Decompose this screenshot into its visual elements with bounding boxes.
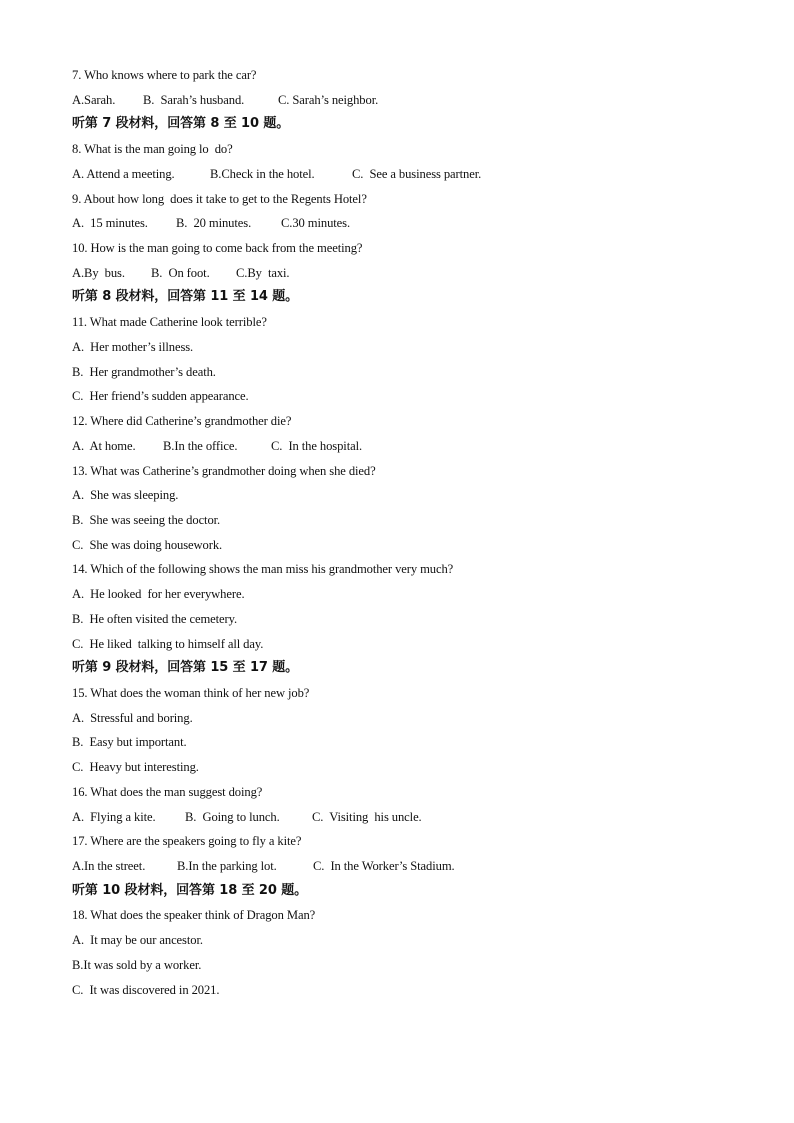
section-heading: 听第 7 段材料，回答第 8 至 10 题。 [72, 116, 290, 132]
question-text: 10. How is the man going to come back from the meeting? [72, 241, 363, 256]
answer-option: B. She was seeing the doctor. [72, 512, 221, 527]
answer-option: A. Stressful and boring. [72, 710, 193, 725]
section-heading: 听第 9 段材料，回答第 15 至 17 题。 [72, 660, 299, 676]
answer-option: B. Sarah’s husband. [143, 92, 245, 107]
answer-option: B. Her grandmother’s death. [72, 364, 216, 379]
answer-option: B. On foot. [151, 265, 210, 280]
question-text: 13. What was Catherine’s grandmother doing when she died? [72, 463, 376, 478]
question-text: 14. Which of the following shows the man miss his grandmother very much? [72, 562, 454, 577]
question-text: 16. What does the man suggest doing? [72, 784, 263, 799]
answer-option: B. Going to lunch. [185, 809, 280, 824]
answer-option: C. Heavy but interesting. [72, 760, 199, 775]
question-text: 11. What made Catherine look terrible? [72, 315, 267, 330]
question-text: 12. Where did Catherine’s grandmother die? [72, 414, 292, 429]
question-text: 15. What does the woman think of her new job? [72, 685, 310, 700]
question-text: 9. About how long does it take to get to the Regents Hotel? [72, 191, 367, 206]
answer-option: B.It was sold by a worker. [72, 957, 202, 972]
answer-option: C.30 minutes. [281, 216, 351, 231]
answer-option: C. He liked talking to himself all day. [72, 636, 264, 651]
question-text: 7. Who knows where to park the car? [72, 68, 257, 82]
answer-option: C. Visiting his uncle. [312, 809, 422, 824]
option-row [72, 434, 732, 459]
question-text: 8. What is the man going lo do? [72, 142, 233, 157]
option-row [72, 162, 732, 187]
answer-option: A. It may be our ancestor. [72, 933, 203, 948]
option-row [72, 854, 732, 879]
answer-option: A. At home. [72, 438, 136, 453]
section-heading: 听第 10 段材料，回答第 18 至 20 题。 [72, 882, 308, 898]
answer-option: A. Flying a kite. [72, 809, 156, 824]
answer-option: C. She was doing housework. [72, 537, 223, 552]
option-row [72, 211, 732, 236]
answer-option: C. Sarah’s neighbor. [278, 92, 379, 107]
answer-option: B.In the parking lot. [177, 859, 277, 873]
answer-option: A.Sarah. [72, 92, 116, 107]
answer-option: A. Her mother’s illness. [72, 339, 194, 354]
answer-option: C. It was discovered in 2021. [72, 982, 220, 997]
answer-option: C. Her friend’s sudden appearance. [72, 389, 249, 404]
answer-option: B. Easy but important. [72, 735, 187, 750]
answer-option: B.In the office. [163, 438, 238, 453]
option-row [72, 261, 732, 286]
answer-option: C. In the Worker’s Stadium. [313, 859, 455, 873]
answer-option: C. See a business partner. [352, 166, 482, 181]
answer-option: A. He looked for her everywhere. [72, 587, 245, 602]
answer-option: C.By taxi. [236, 265, 290, 280]
answer-option: A. Attend a meeting. [72, 166, 175, 181]
answer-option: C. In the hospital. [271, 438, 363, 453]
option-row [72, 805, 732, 830]
question-text: 18. What does the speaker think of Dragon Man? [72, 908, 316, 923]
answer-option: A.In the street. [72, 859, 146, 873]
answer-option: B. He often visited the cemetery. [72, 611, 238, 626]
section-heading: 听第 8 段材料，回答第 11 至 14 题。 [72, 289, 299, 305]
question-text: 17. Where are the speakers going to fly a kite? [72, 834, 302, 849]
option-row [72, 88, 732, 113]
question-list [72, 63, 732, 1002]
answer-option: A.By bus. [72, 265, 125, 280]
answer-option: A. She was sleeping. [72, 488, 179, 503]
answer-option: B. 20 minutes. [176, 216, 252, 231]
answer-option: A. 15 minutes. [72, 216, 148, 231]
answer-option: B.Check in the hotel. [210, 166, 315, 181]
